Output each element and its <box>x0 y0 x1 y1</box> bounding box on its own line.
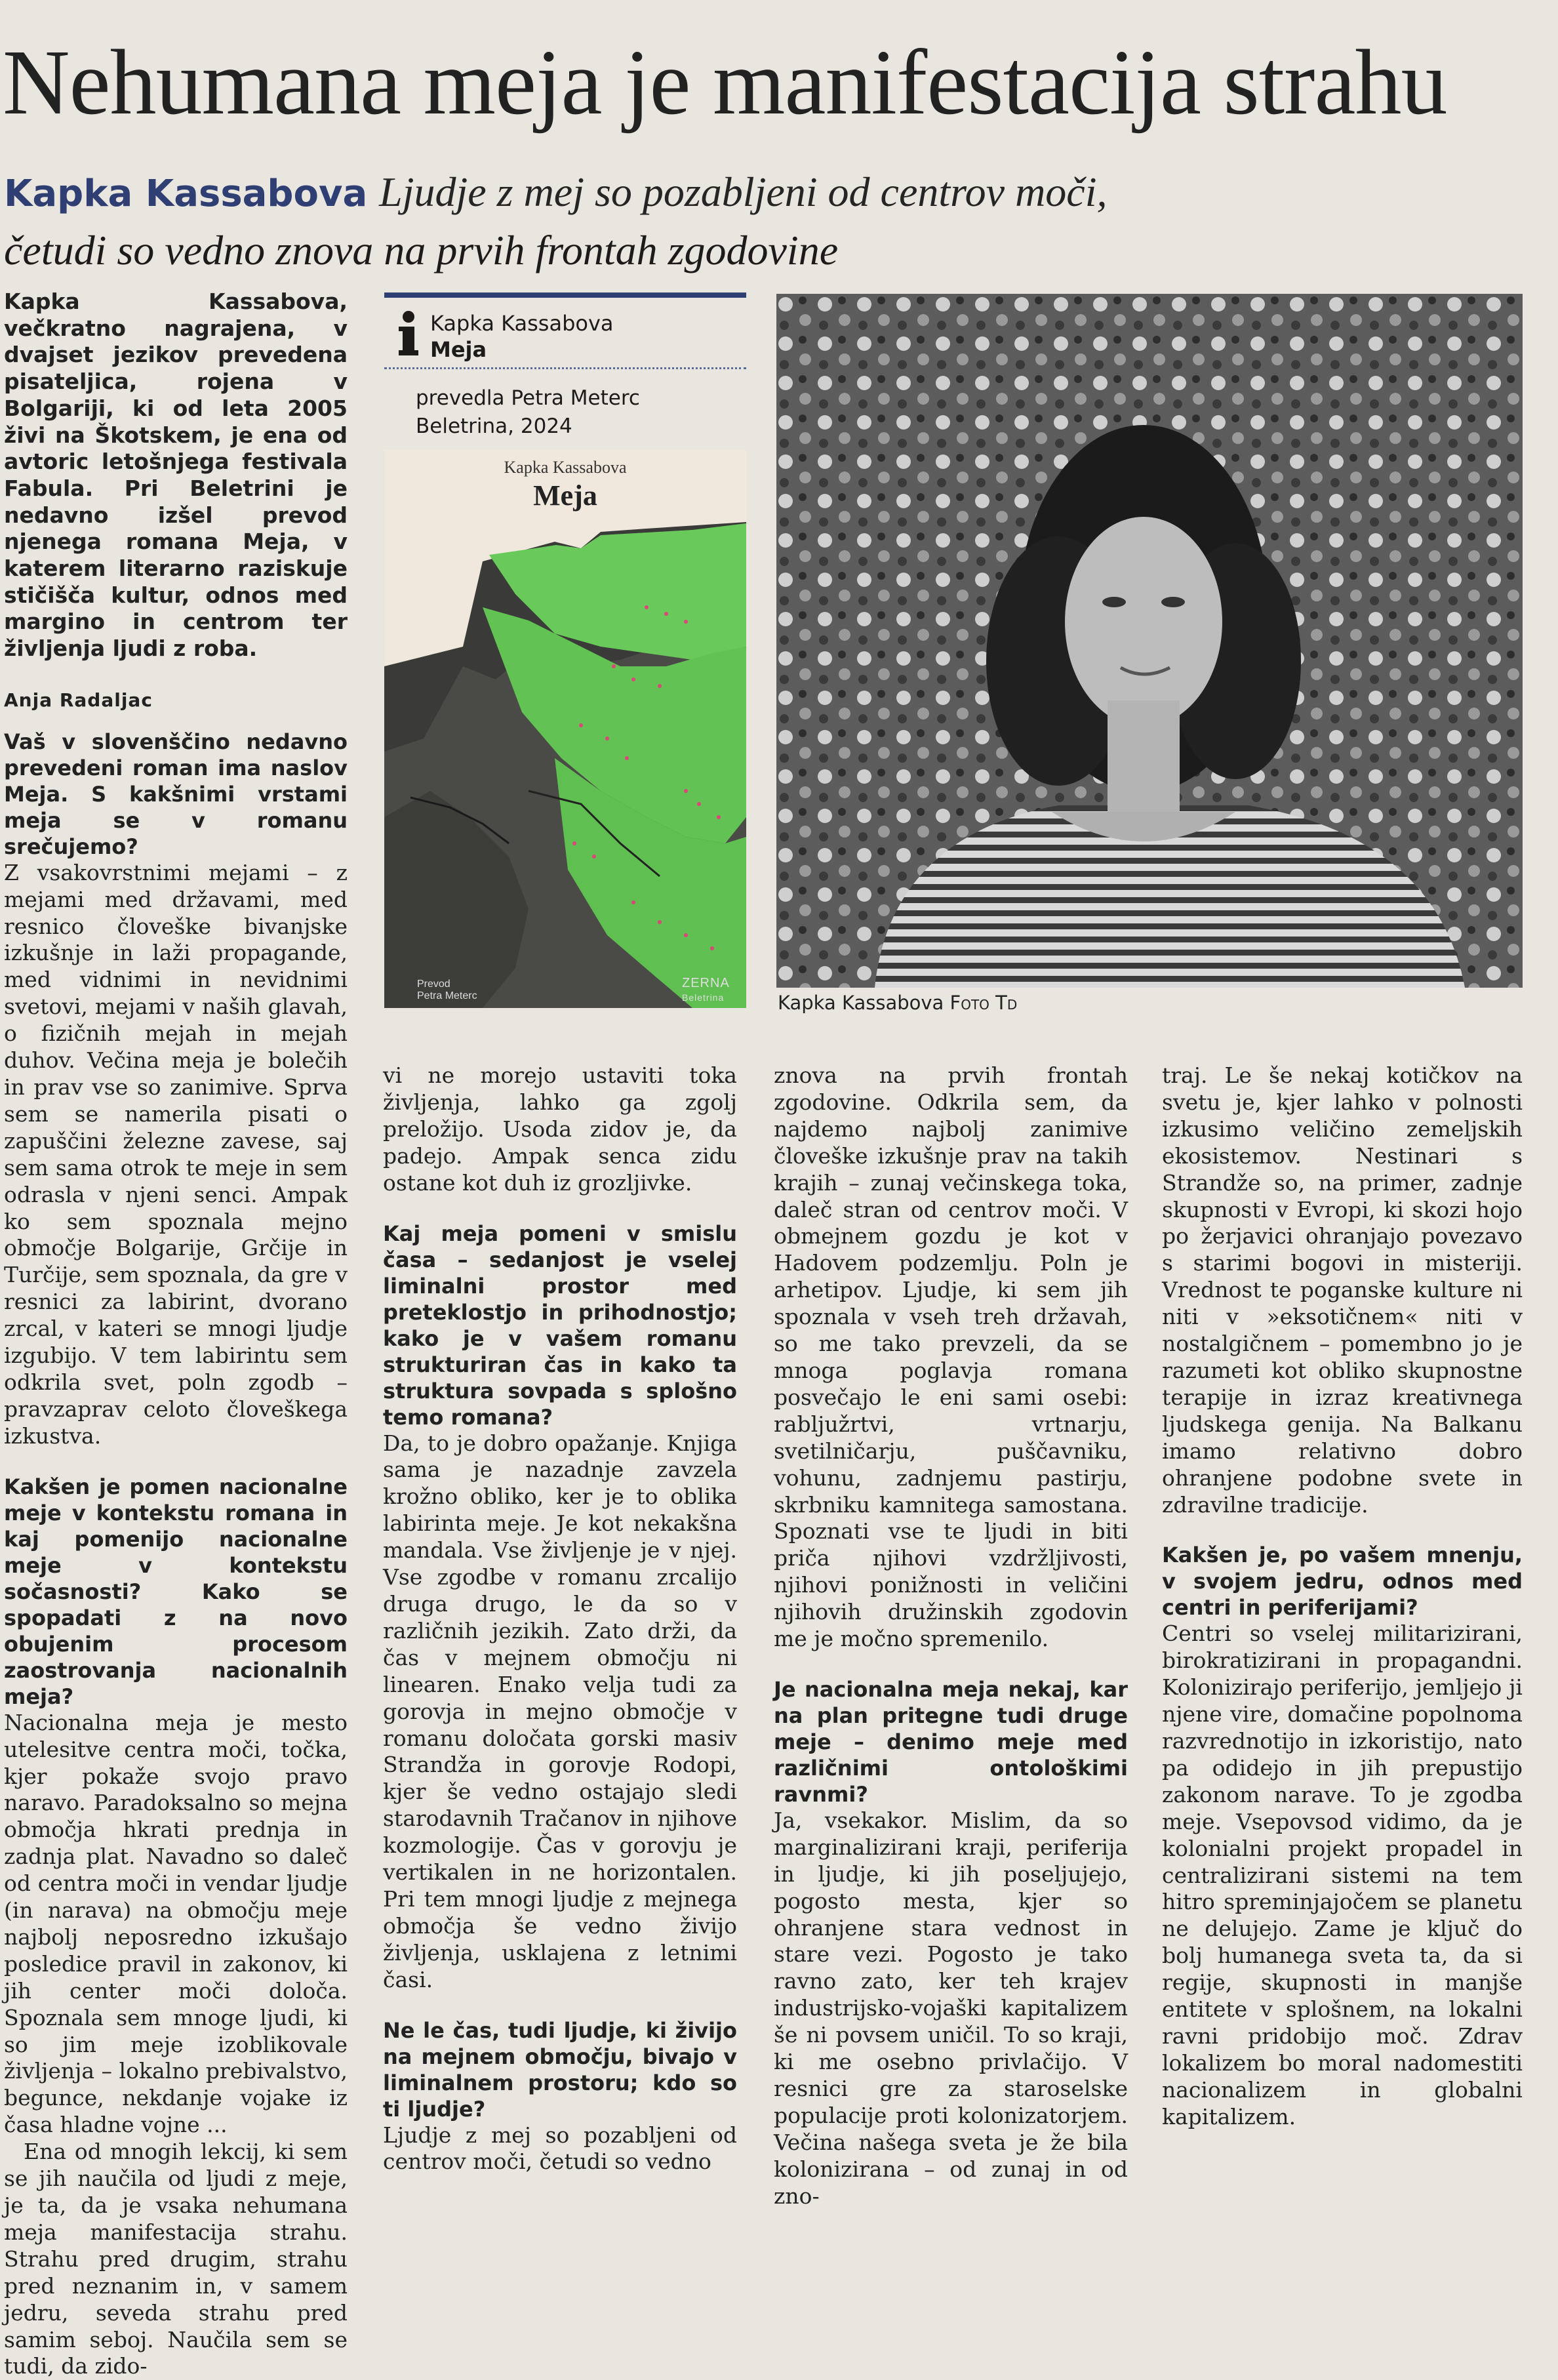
cover-author: Kapka Kassabova <box>504 458 627 477</box>
question-1: Vaš v slovenščino nedavno prevedeni roman ima naslov Meja. S kakšnimi vrstami meja se v romanu srečujemo? <box>4 729 348 859</box>
cover-translator <box>417 978 477 1002</box>
deck-text: Ljudje z mej so pozabljeni od centrov moči, <box>379 169 1108 215</box>
infobox-author: Kapka Kassabova <box>430 311 614 336</box>
answer-4: Ljudje z mej so pozabljeni od centrov moči, četudi so vedno <box>383 2122 737 2175</box>
infobox-rule <box>384 292 746 298</box>
deck-name: Kapka Kassabova <box>4 172 368 215</box>
cover-title: Meja <box>533 479 597 512</box>
question-5: Je nacionalna meja nekaj, kar na plan pritegne tudi druge meje – denimo meje med različnimi ontološkimi ravnmi? <box>774 1676 1128 1807</box>
answer-2-continued: Ena od mnogih lekcij, ki sem se jih naučila od ljudi z meje, je ta, da je vsaka nehumana meja manifestacija strahu. Strahu pred drugim, strahu pred neznanim in, v samem jedru, seveda strahu pred samim seboj. Naučila sem se tudi, da zido- <box>4 2139 348 2379</box>
answer-5-continued: traj. Le še nekaj kotičkov na svetu je, kjer lahko v polnosti izkusimo veličino zemeljskih ekosistemov. Nestinari s Strandže so, na primer, zadnje skupnosti v Evropi, ki skozi hojo po žerjavici ohranjajo povezavo s starimi bogovi in misteriji. Vrednost te poganske kulture ni niti v »eksotičnem« niti v nostalgičnem – pomembno jo je razumeti kot obliko skupnostne terapije in izraz kreativnega ljudskega genija. Na Balkanu imamo relativno dobro ohranjene podobne svete in zdravilne tradicije. <box>1162 1062 1523 1518</box>
infobox-header <box>384 298 746 369</box>
column-3 <box>774 1062 1128 2210</box>
book-cover <box>384 450 746 1008</box>
question-3: Kaj meja pomeni v smislu časa – sedanjost je vselej liminalni prostor med preteklostjo in prihodnostjo; kako je v vašem romanu strukturiran čas in kako ta struktura sovpada s splošno temo romana? <box>383 1220 737 1430</box>
answer-4-continued: znova na prvih frontah zgodovine. Odkrila sem, da najdemo najbolj zanimive človeške izkušnje prav na takih krajih – zunaj večinskega toka, daleč stran od centrov moči. V obmejnem gozdu je kot v Hadovem podzemlju. Poln je arhetipov. Ljudje, ki sem jih spoznala v vseh treh državah, so me tako prevzeli, da se mnoga poglavja romana posvečajo le eni sami osebi: rabljužrtvi, vrtnarju, svetilničarju, puščavniku, vohunu, zadnjemu pastirju, skrbniku kamnitega samostana. Spoznati vse te ljudi in biti priča njihovi vzdržljivosti, njihovi ponižnosti in veličini njihovih družinskih zgodovin me je močno spremenilo. <box>774 1062 1128 1652</box>
infobox-book-title: Meja <box>430 337 487 362</box>
deck-text-line2: četudi so vedno znova na prvih frontah zgodovine <box>4 227 839 273</box>
cover-translator-name: Petra Meterc <box>417 990 477 1001</box>
deck <box>4 164 1315 281</box>
answer-6: Centri so vselej militarizirani, birokratizirani in propagandni. Kolonizirajo periferijo, jemljejo ji njene vire, domačine popolnoma razvrednotijo in izkoristijo, nato pa odidejo in jih prepustijo zakonom narave. To je zgodba meje. Vsepovsod vidimo, da je kolonialni projekt propadel in centralizirani sistemi na tem hitro spreminjajočem se planetu ne delujejo. Zame je ključ do bolj humanega sveta ta, da si regije, skupnosti in manjše entitete v splošnem, na lokalni ravni pridobijo moč. Zdrav lokalizem bo moral nadomestiti nacionalizem in globalni kapitalizem. <box>1162 1621 1523 2129</box>
portrait-illustration <box>776 294 1523 988</box>
infobox-meta <box>416 384 640 441</box>
cover-publisher <box>682 976 730 1005</box>
question-6: Kakšen je, po vašem mnenju, v svojem jedru, odnos med centri in periferijami? <box>1162 1543 1523 1621</box>
photo-caption <box>778 992 1017 1014</box>
column-4 <box>1162 1062 1523 2131</box>
headline: Nehumana meja je manifestacija strahu <box>3 30 1447 134</box>
article-lead: Kapka Kassabova, večkratno nagrajena, v dvajset jezikov prevedena pisateljica, rojena v Bolgariji, ki od leta 2005 živi na Škotskem, je ena od avtoric letošnjega festivala Fabula. Pri Beletrini je nedavno izšel prevod njenega romana Meja, v katerem literarno raziskuje stičišča kultur, odnos med margino in centrom ter življenja ljudi z roba. <box>4 289 348 662</box>
infobox-publisher: Beletrina, 2024 <box>416 414 572 438</box>
cover-publisher-name: Beletrina <box>682 992 725 1003</box>
question-2: Kakšen je pomen nacionalne meje v kontekstu romana in kaj pomenijo nacionalne meje v kontekstu sočasnosti? Kako se spopadati z na novo obujenim procesom zaostrovanja nacionalnih meja? <box>4 1474 348 1709</box>
infobox-translator: prevedla Petra Meterc <box>416 386 640 410</box>
cover-translator-label: Prevod <box>417 978 450 990</box>
book-infobox <box>384 292 746 1008</box>
byline: Anja Radaljac <box>4 689 153 711</box>
answer-2: Nacionalna meja je mesto utelesitve centra moči, točka, kjer pokaže svojo pravo naravo. Paradoksalno so mejna območja hkrati prednja in zadnja plat. Navadno so daleč od centra moči in vendar ljudje (in narava) na območju meje najbolj neposredno izkušajo posledice pravil in zakonov, ki jih center moči določa. Spoznala sem mnoge ljudi, ki so jim meje izoblikovale življenja – lokalno prebivalstvo, begunce, nekdanje vojake iz časa hladne vojne ... <box>4 1709 348 2138</box>
answer-3: Da, to je dobro opažanje. Knjiga sama je nazadnje zavzela krožno obliko, ker je to oblika labirinta meje. Je kot nekakšna mandala. Vse življenje je v njej. Vse zgodbe v romanu zrcalijo druga drugo, le da so v različnih jezikih. Zato drži, da čas v mejnem območju ni linearen. Enako velja tudi za gorovja in mejno območje v romanu določata gorski masiv Strandža in gorovje Rodopi, kjer še vedno ostajajo sledi starodavnih Tračanov in njihove kozmologije. Čas v gorovju je vertikalen in ne horizontalen. Pri tem mnogi ljudje z mejnega območja še vedno živijo življenja, usklajena z letnimi časi. <box>383 1430 737 1992</box>
answer-2-end: vi ne morejo ustaviti toka življenja, lahko ga zgolj preložijo. Usoda zidov je, da padejo. Ampak senca zidu ostane kot duh iz grozljivke. <box>383 1062 737 1196</box>
info-icon <box>399 311 418 357</box>
answer-1: Z vsakovrstnimi mejami – z mejami med državami, med resnico človeške bivanjske izkušnje in laži propagande, med vidnimi in nevidnimi svetovi, mejami v naših glavah, o fizičnih mejah in mejah duhov. Večina meja je bolečih in prav vse so zanimive. Sprva sem se namerila pisati o zapuščini železne zavese, saj sem sama otrok te meje in sem odrasla v njeni senci. Ampak ko sem spoznala mejno območje Bolgarije, Grčije in Turčije, sem spoznala, da gre v resnici za labirint, dvorano zrcal, v kateri se mnogi ljudje izgubijo. V tem labirintu sem odkrila svet, poln zgodb – pravzaprav celoto človeškega izkustva. <box>4 859 348 1449</box>
portrait-photo <box>776 294 1523 988</box>
question-4: Ne le čas, tudi ljudje, ki živijo na mejnem območju, bivajo v liminalnem prostoru; kdo so ti ljudje? <box>383 2017 737 2122</box>
caption-credit: Foto Td <box>949 992 1018 1014</box>
cover-illustration <box>384 450 746 1008</box>
column-2 <box>383 1062 737 2175</box>
answer-5: Ja, vsekakor. Mislim, da so marginalizirani kraji, periferija in ljudje, ki jih poseljujejo, pogosto mesta, kjer so ohranjene stara vednost in stare vezi. Pogosto je tako ravno zato, ker teh krajev industrijsko-vojaški kapitalizem še ni povsem uničil. To so kraji, ki me osebno privlačijo. V resnici gre za staroselske populacije proti kolonizatorjem. Večina našega sveta je že bila kolonizirana – od zunaj in od zno- <box>774 1807 1128 2209</box>
column-1 <box>4 289 348 2380</box>
cover-series: ZERNA <box>682 976 730 990</box>
caption-name: Kapka Kassabova <box>778 992 944 1014</box>
